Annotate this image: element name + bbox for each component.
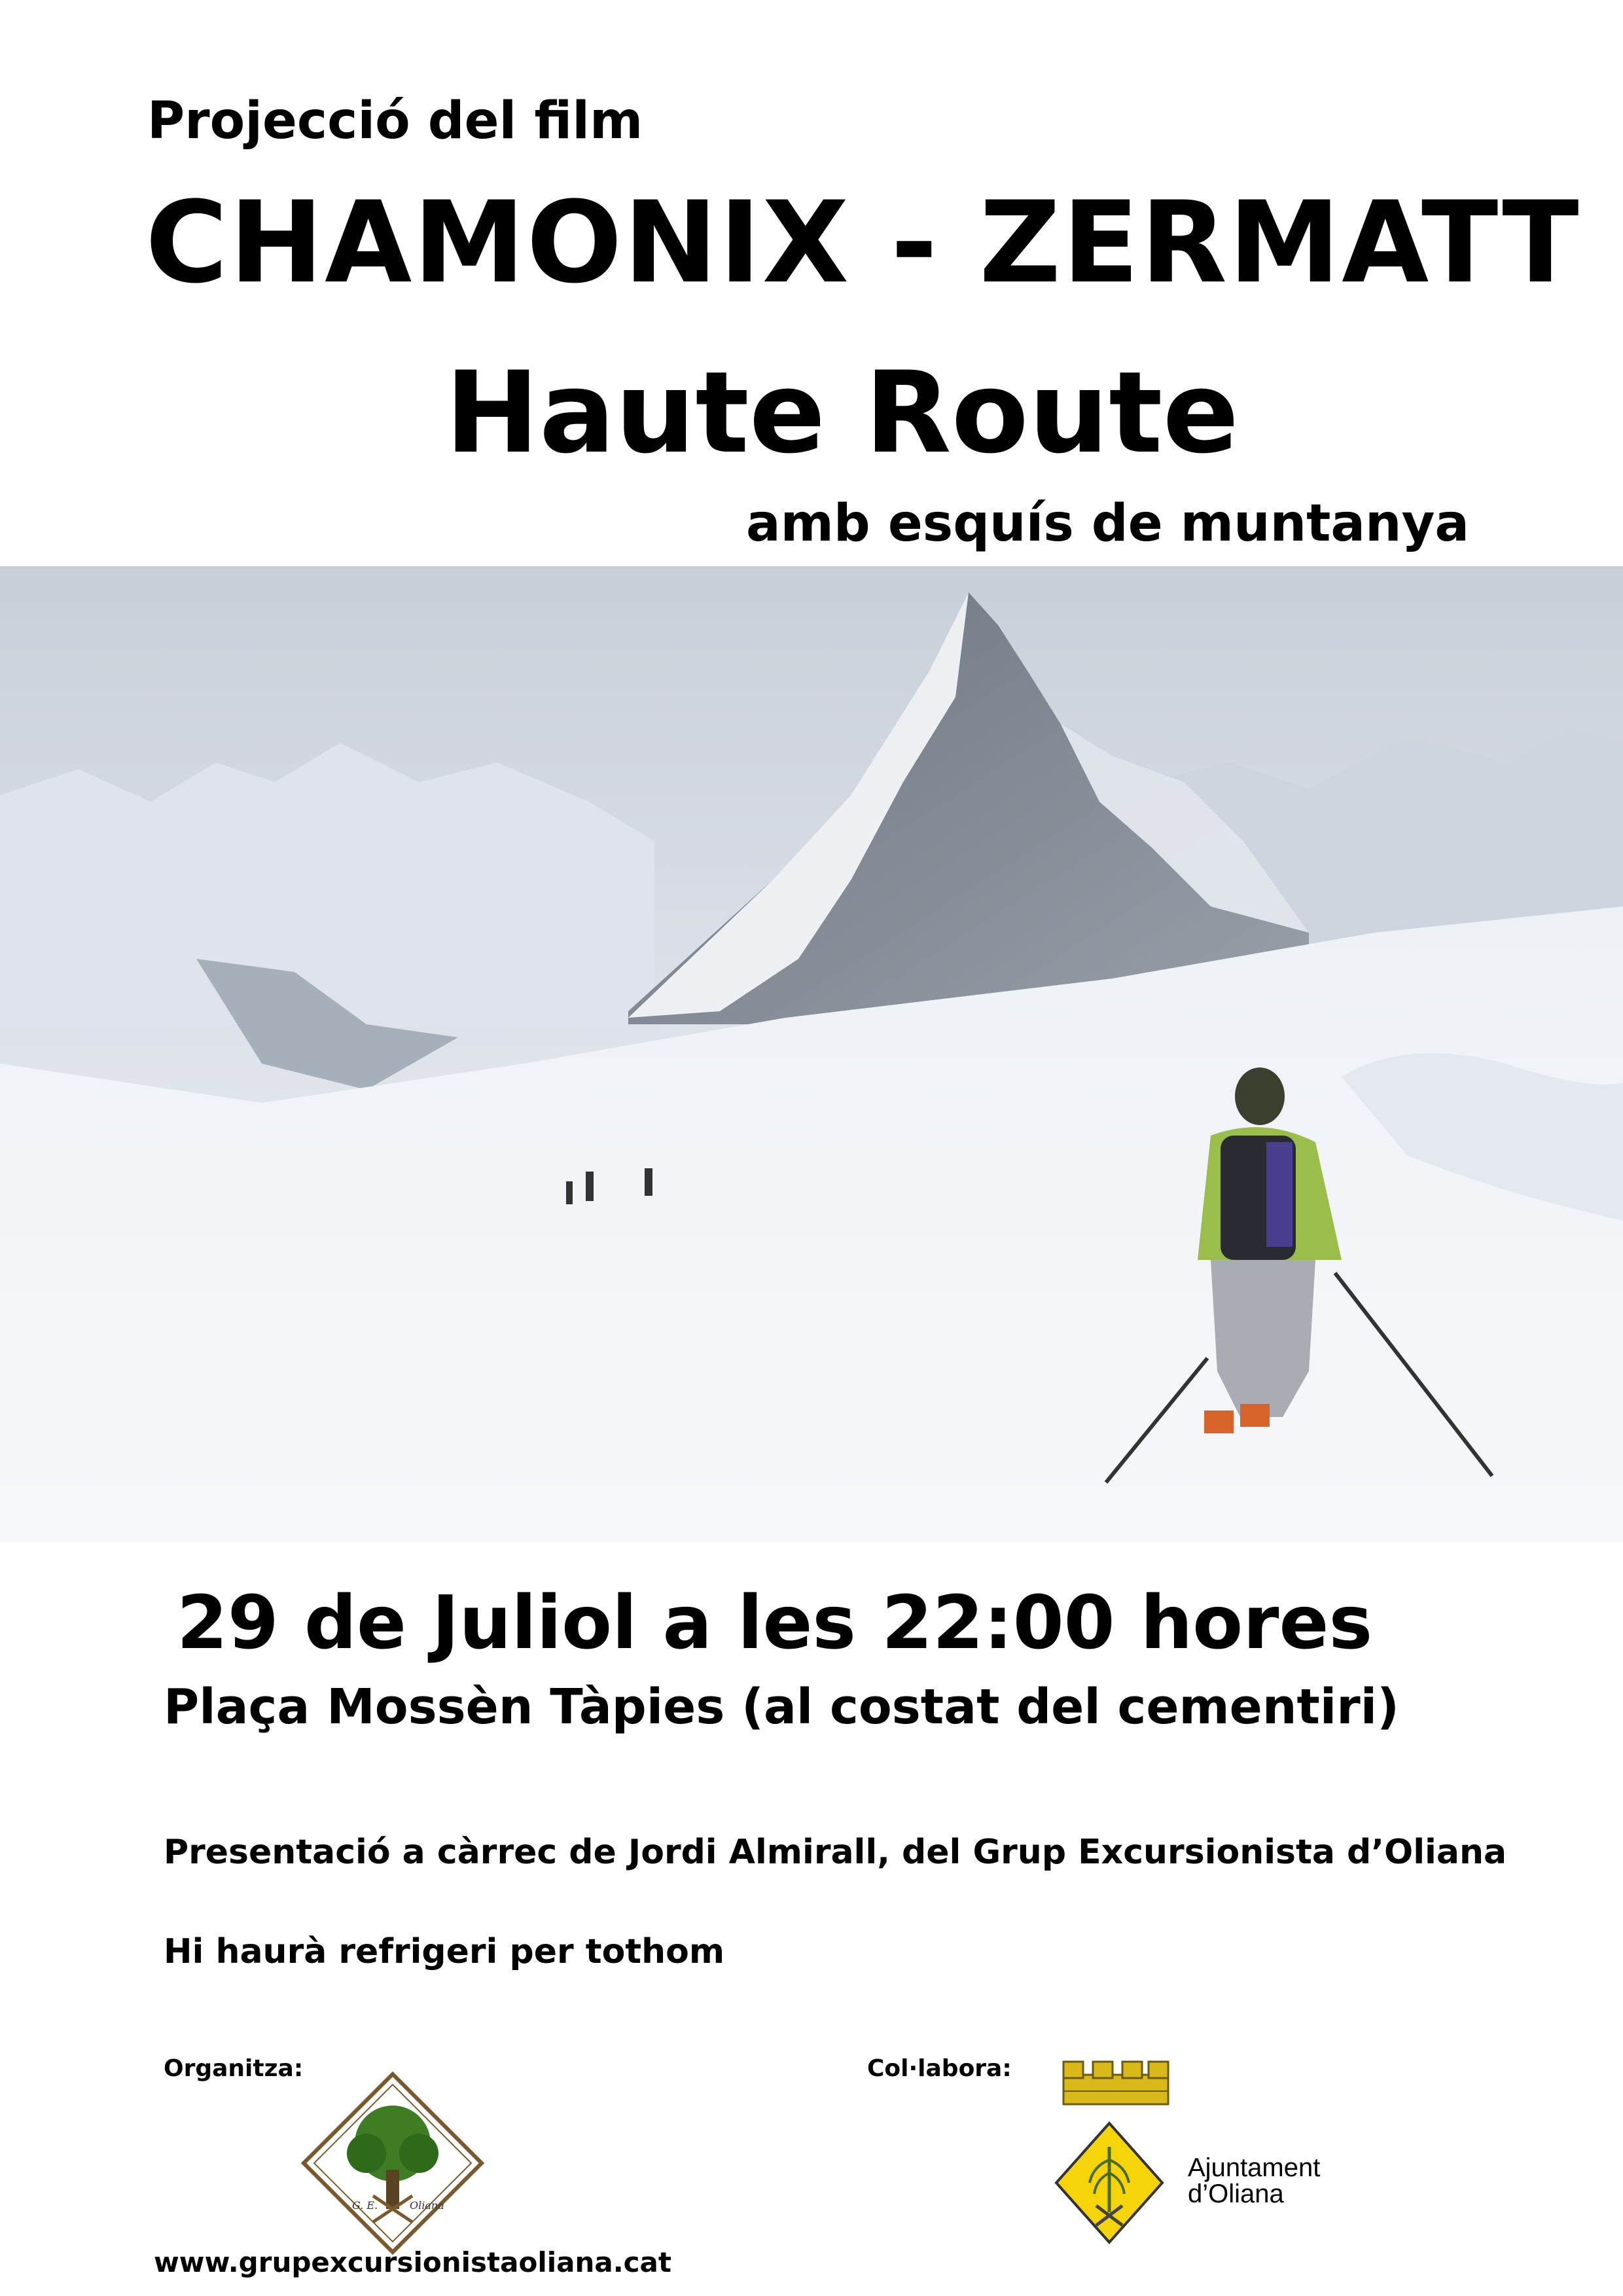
- mountain-ski-photo: [0, 566, 1623, 1541]
- event-venue: Plaça Mossèn Tàpies (al costat del cementiri): [164, 1679, 1399, 1735]
- ajuntament-name-line2: d’Oliana: [1188, 2179, 1284, 2208]
- website-link[interactable]: www.grupexcursionistaoliana.cat: [154, 2246, 671, 2278]
- presenter-text: Presentació a càrrec de Jordi Almirall, del Grup Excursionista d’Oliana: [164, 1833, 1507, 1872]
- organizer-label: Organitza:: [164, 2055, 304, 2082]
- event-date-time: 29 de Juliol a les 22:00 hores: [177, 1581, 1373, 1666]
- collaborator-label: Col·labora:: [867, 2055, 1012, 2082]
- club-logo: [301, 2072, 484, 2255]
- club-logo-text-right: Oliana: [410, 2199, 444, 2212]
- film-subtitle-title: Haute Route: [445, 347, 1240, 478]
- club-logo-text-left: G. E.: [352, 2199, 378, 2212]
- film-title: CHAMONIX - ZERMATT: [145, 177, 1580, 308]
- ajuntament-name-line1: Ajuntament: [1188, 2153, 1321, 2182]
- crown-icon: [1057, 2055, 1175, 2114]
- film-tagline: amb esquís de muntanya: [746, 494, 1470, 553]
- refreshments-text: Hi haurà refrigeri per tothom: [164, 1932, 725, 1971]
- intro-text: Projecció del film: [147, 92, 643, 151]
- municipal-shield-icon: [1054, 2121, 1165, 2245]
